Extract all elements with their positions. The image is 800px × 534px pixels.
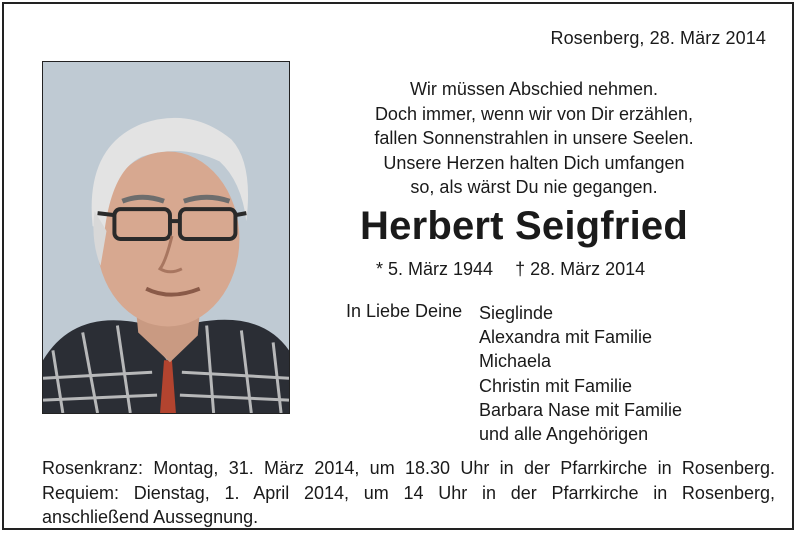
verse-line: so, als wärst Du nie gegangen. <box>410 177 658 197</box>
birth-date: * 5. März 1944 <box>376 259 494 279</box>
verse-line: Doch immer, wenn wir von Dir erzählen, <box>374 103 694 124</box>
family-member: Michaela <box>479 351 552 372</box>
family-member: Sieglinde <box>479 303 554 323</box>
family-member: Barbara Nase mit Familie <box>479 399 683 420</box>
deceased-name: Herbert Seigfried <box>360 204 688 248</box>
death-date: † 28. März 2014 <box>515 259 646 279</box>
portrait-image <box>43 62 289 413</box>
verse-line: Wir müssen Abschied nehmen. <box>409 79 659 99</box>
family-member: Christin mit Familie <box>479 375 633 396</box>
family-member: Alexandra mit Familie <box>479 327 653 348</box>
obituary-card <box>2 2 794 530</box>
place-date: Rosenberg, 28. März 2014 <box>550 28 766 48</box>
verse-line: fallen Sonnenstrahlen in unsere Seelen. <box>374 128 694 148</box>
rosary-line: Rosenkranz: Montag, 31. März 2014, um 18.30 Uhr in der Pfarrkirche in Rosenberg. <box>42 458 775 478</box>
farewell-verse <box>324 77 744 200</box>
requiem-line: Requiem: Dienstag, 1. April 2014, um 14 Uhr in der Pfarrkirche in Rosenberg, <box>42 482 775 503</box>
family-member: und alle Angehörigen <box>479 424 649 445</box>
service-notice <box>42 456 775 530</box>
life-dates <box>376 259 645 280</box>
requiem-continuation: anschließend Aussegnung. <box>42 507 259 527</box>
portrait-photo <box>42 61 290 414</box>
family-list <box>479 301 682 446</box>
verse-line: Unsere Herzen halten Dich umfangen <box>383 152 685 173</box>
family-intro: In Liebe Deine <box>346 301 463 321</box>
